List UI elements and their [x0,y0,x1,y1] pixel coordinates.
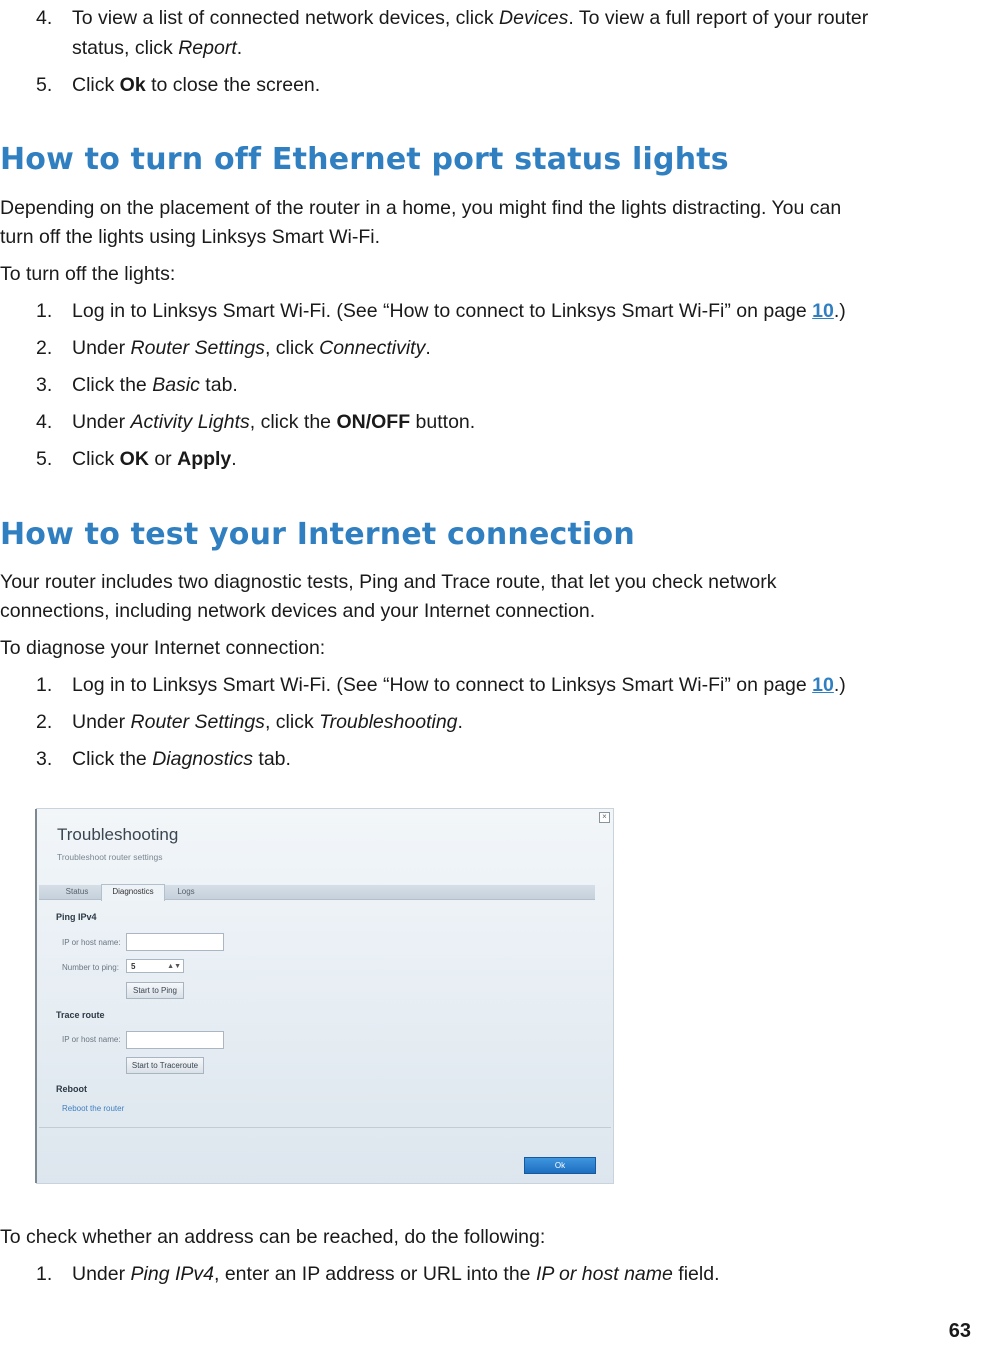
list-item: 2. Under Router Settings, click Troubleshooting. [36,711,463,733]
list-item: 4. To view a list of connected network devices, click Devices. To view a full report of your router [36,7,869,29]
ping-count-label: Number to ping: [62,963,119,972]
trace-heading: Trace route [56,1010,105,1020]
tab-status[interactable]: Status [65,887,89,896]
close-icon[interactable]: × [599,812,610,823]
page-link[interactable]: 10 [812,674,834,696]
list-item: 3. Click the Basic tab. [36,374,238,396]
ping-count-value: 5 [131,962,136,971]
start-traceroute-button[interactable]: Start to Traceroute [126,1057,204,1074]
trace-ip-input[interactable] [126,1031,224,1049]
panel-edge [35,809,37,1183]
reboot-link[interactable]: Reboot the router [62,1104,125,1113]
troubleshooting-screenshot [36,808,614,1184]
tab-bar [39,885,595,900]
list-item: 5. Click Ok to close the screen. [36,74,321,96]
panel-title: Troubleshooting [57,825,179,844]
list-item: 3. Click the Diagnostics tab. [36,748,291,770]
list-item: 5. Click OK or Apply. [36,448,237,470]
list-item: 4. Under Activity Lights, click the ON/OFF button. [36,411,476,433]
paragraph: To diagnose your Internet connection: [0,637,326,659]
page-number: 63 [948,1320,971,1342]
tab-diagnostics[interactable]: Diagnostics [101,884,165,901]
reboot-heading: Reboot [56,1084,87,1094]
ping-ip-input[interactable] [126,933,224,951]
list-item: 1. Log in to Linksys Smart Wi-Fi. (See “How to connect to Linksys Smart Wi-Fi” on page 10.) [36,674,846,696]
trace-ip-label: IP or host name: [62,1035,121,1044]
paragraph: turn off the lights using Linksys Smart Wi-Fi. [0,226,381,248]
list-item-continuation: status, click Report. [72,37,243,59]
ping-heading: Ping IPv4 [56,912,97,922]
stepper-arrows-icon: ▲▼ [167,963,181,970]
start-ping-button[interactable]: Start to Ping [126,982,184,999]
tab-logs[interactable]: Logs [177,887,195,896]
ping-count-select[interactable] [126,959,184,973]
section-heading: How to turn off Ethernet port status lights [0,142,729,177]
paragraph: To turn off the lights: [0,263,176,285]
paragraph: To check whether an address can be reached, do the following: [0,1226,546,1248]
section-heading: How to test your Internet connection [0,517,635,552]
ping-ip-label: IP or host name: [62,938,121,947]
list-item: 1. Log in to Linksys Smart Wi-Fi. (See “How to connect to Linksys Smart Wi-Fi” on page 10.) [36,300,846,322]
divider [39,1127,611,1128]
list-item: 2. Under Router Settings, click Connectivity. [36,337,431,359]
page-link[interactable]: 10 [812,300,834,322]
panel-subtitle: Troubleshoot router settings [57,852,163,862]
paragraph: Your router includes two diagnostic tests, Ping and Trace route, that let you check network [0,571,777,593]
paragraph: connections, including network devices and your Internet connection. [0,600,596,622]
list-item: 1. Under Ping IPv4, enter an IP address or URL into the IP or host name field. [36,1263,720,1285]
paragraph: Depending on the placement of the router in a home, you might find the lights distracting. You can [0,197,842,219]
ok-button[interactable]: Ok [524,1157,596,1174]
